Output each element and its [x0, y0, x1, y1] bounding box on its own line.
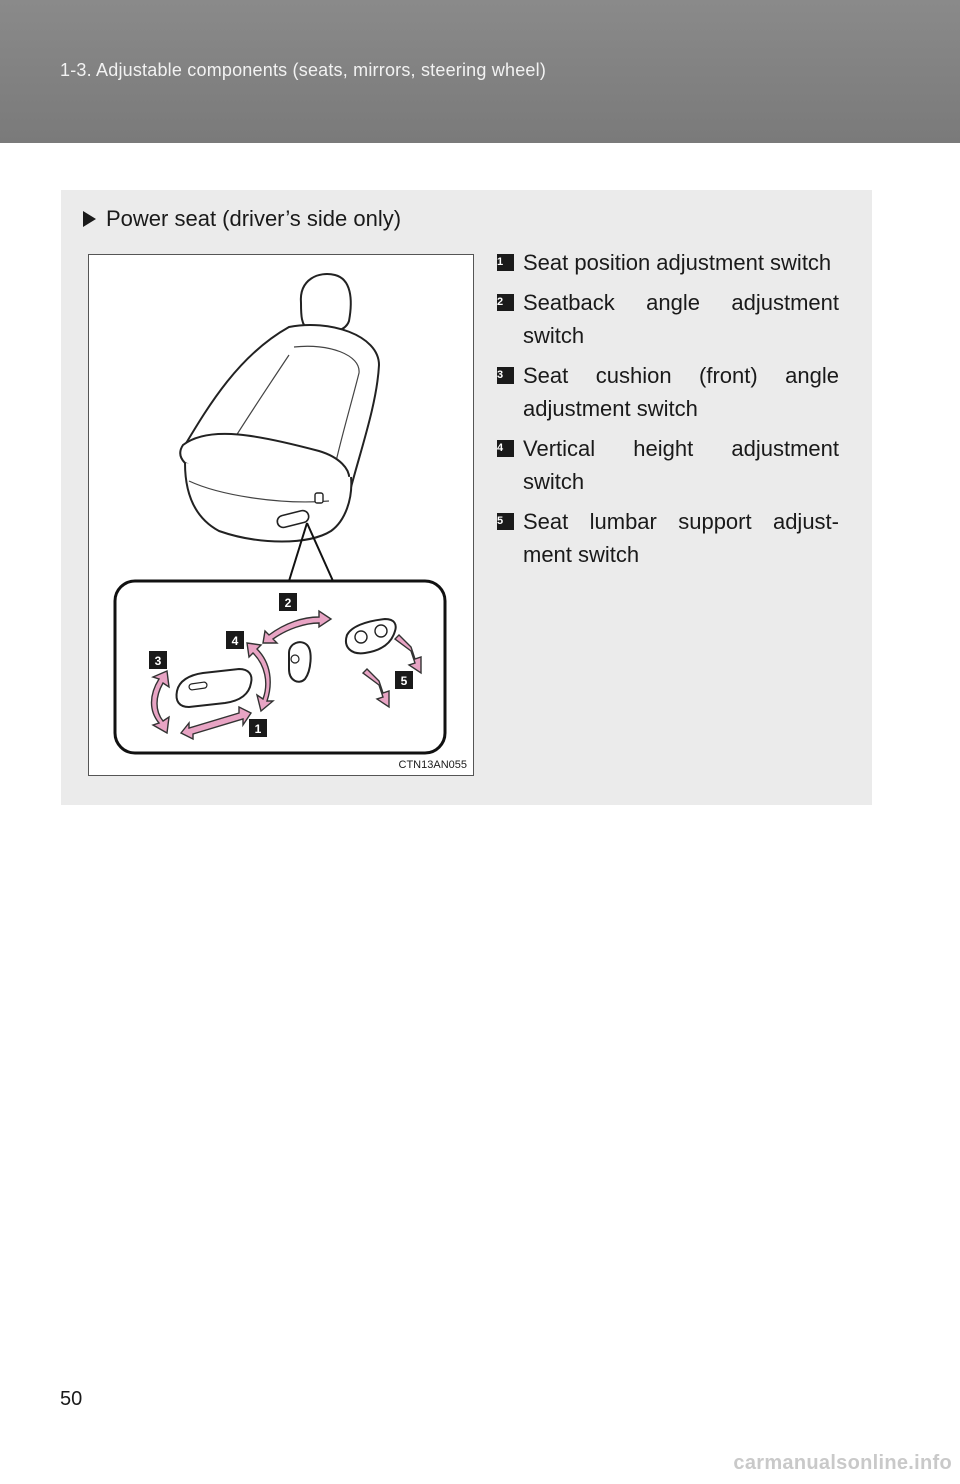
callout-3-label: 3: [154, 654, 162, 668]
figure-code: CTN13AN055: [398, 759, 467, 771]
list-item: [497, 432, 839, 498]
list-item: [497, 359, 839, 425]
item-number-badge: 4: [497, 440, 514, 457]
item-text: Seatback angle adjustment switch: [523, 290, 839, 348]
watermark: carmanualsonline.info: [733, 1452, 952, 1474]
item-text: Vertical height adjustment switch: [523, 436, 839, 494]
callout-4-label: 4: [231, 634, 239, 648]
item-text: Seat lumbar support adjust- ment switch: [523, 509, 839, 567]
item-text: Seat position adjustment switch: [523, 250, 832, 275]
switch-list: [497, 246, 839, 578]
page-header: [0, 0, 960, 143]
section-heading: [83, 206, 401, 232]
chapter-title: 1-3. Adjustable components (seats, mirrors, steering wheel): [60, 60, 547, 80]
item-number-badge: 2: [497, 294, 514, 311]
triangle-bullet-icon: [83, 211, 96, 227]
item-text: Seat cushion (front) angle adjustment switch: [523, 363, 839, 421]
page-number: 50: [60, 1388, 83, 1410]
item-number-badge: 5: [497, 513, 514, 530]
callout-1-label: 1: [254, 722, 262, 736]
callout-2-label: 2: [284, 596, 292, 610]
seat-illustration: [88, 254, 474, 776]
callout-5-label: 5: [400, 674, 408, 688]
list-item: [497, 246, 839, 279]
item-number-badge: 1: [497, 254, 514, 271]
content-panel: [61, 190, 872, 805]
list-item: [497, 286, 839, 352]
section-title-text: Power seat (driver’s side only): [106, 206, 402, 231]
item-number-badge: 3: [497, 367, 514, 384]
seat-diagram: [89, 255, 473, 775]
list-item: [497, 505, 839, 571]
